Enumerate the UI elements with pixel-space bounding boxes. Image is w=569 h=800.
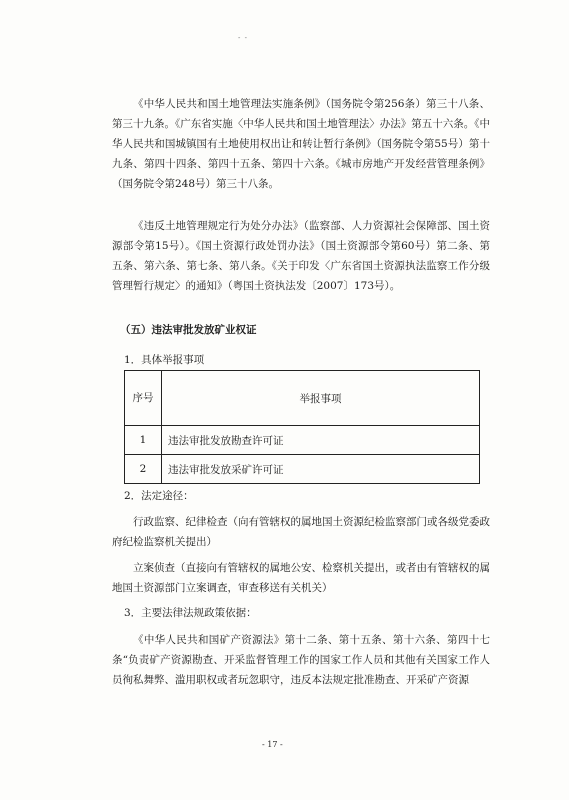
row-item: 违法审批发放勘查许可证 [162,426,480,455]
table-row [125,426,480,455]
paragraph-mineral-law: 《中华人民共和国矿产资源法》第十二条、第十五条、第十六条、第四十七条“负责矿产资源勘查、开采监督管理工作的国家工作人员和其他有关国家工作人员徇私舞弊、滥用职权或者玩忽职守，违反本法规定批准勘查、开采矿产资源 [112,634,490,686]
subheading-report-items: 1．具体举报事项 [124,354,205,366]
paragraph-penalty-rules: 《违反土地管理规定行为处分办法》（监察部、人力资源社会保障部、国土资源部令第15号）。《国土资源行政处罚办法》（国土资源部令第60号）第二条、第五条、第六条、第七条、第八条。《关于印发〈广东省国土资源执法监察工作分级管理暂行规定〉的通知》（粤国土资执法发〔2007〕173号）。 [112,220,490,292]
header-number: 序号 [125,371,162,426]
top-mark: - - [238,34,248,42]
table-row [125,455,480,484]
subheading-legal-channels: 2．法定途径： [124,490,194,502]
paragraph-criminal-investigation: 立案侦查（直接向有管辖权的属地公安、检察机关提出，或者由有管辖权的属地国土资源部门立案调查，审查移送有关机关） [112,562,490,594]
table-header-row [125,371,480,426]
header-item: 举报事项 [162,371,480,426]
page-number: - 17 - [262,740,283,749]
section-heading: （五）违法审批发放矿业权证 [120,324,257,336]
row-number: 2 [125,455,162,484]
paragraph-administrative-supervision: 行政监察、纪律检查（向有管辖权的属地国土资源纪检监察部门或各级党委政府纪检监察机关提出） [112,516,490,548]
paragraph-land-law-provisions: 《中华人民共和国土地管理法实施条例》（国务院令第256条）第三十八条、第三十九条。《广东省实施〈中华人民共和国土地管理法〉办法》第五十六条。《中华人民共和国城镇国有土地使用权出让和转让暂行条例》（国务院令第55号）第十九条、第四十四条、第四十五条、第四十六条。《城市房地产开发经营管理条例》（国务院令第248号）第三十八条。 [112,98,490,190]
report-items-table [124,370,480,484]
row-item: 违法审批发放采矿许可证 [162,455,480,484]
row-number: 1 [125,426,162,455]
subheading-legal-basis: 3．主要法律法规政策依据： [124,607,257,619]
